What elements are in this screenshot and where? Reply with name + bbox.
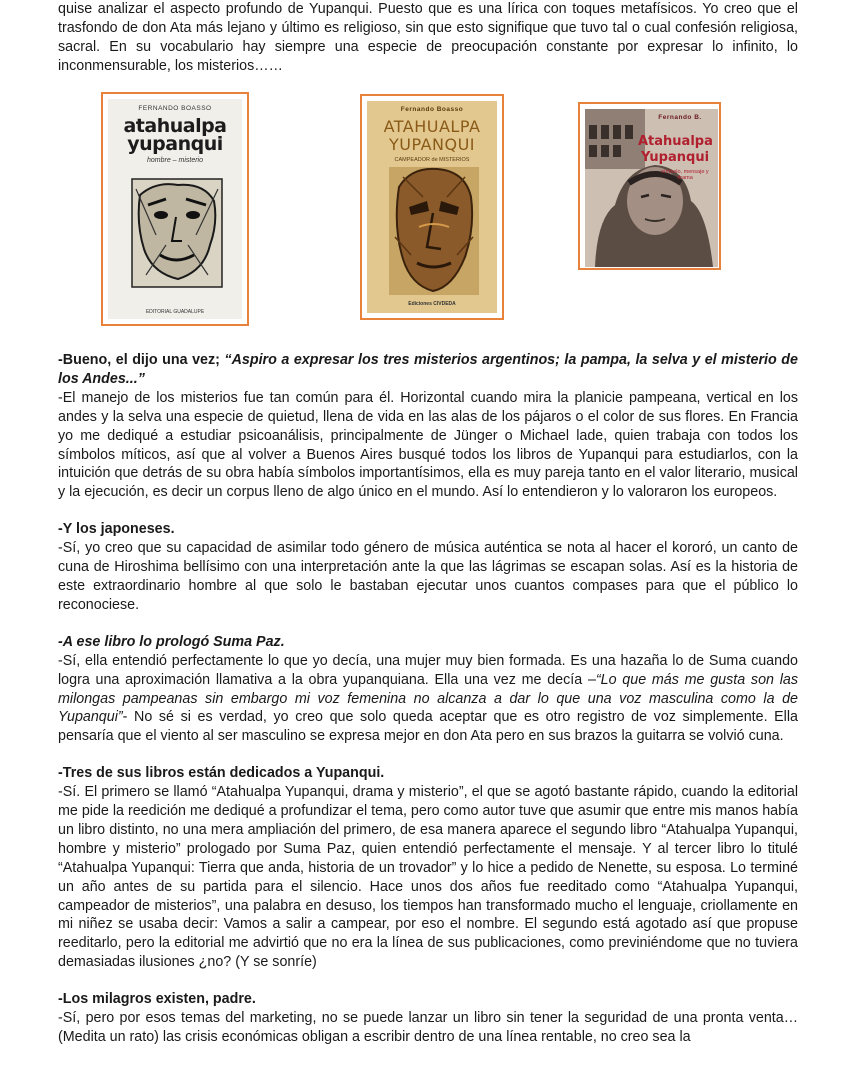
answer-quote: “Lo que más me gusta son las milongas pampeanas sin embargo mi voz femenina no alcanza a dar lo que una voz masculina como la de Yupanqui”	[58, 671, 798, 726]
interview-body	[58, 333, 798, 1047]
intro-text-block	[58, 0, 798, 76]
cover-title-line1: Atahualpa	[638, 134, 713, 149]
cover-subtitle: hombre – misterio	[146, 157, 204, 164]
question-misterios	[58, 351, 798, 389]
cover-subtitle: símbolo, mensaje y drama	[661, 169, 709, 181]
cover-title-line2: Yupanqui	[640, 150, 710, 165]
cover-publisher: Ediciones CIVDEDA	[408, 301, 456, 307]
book-cover-campeador-de-misterios	[360, 94, 504, 320]
question-quote: “Aspiro a expresar los tres misterios argentinos; la pampa, la selva y el misterio de los Andes...”	[58, 352, 798, 387]
intro-paragraph: quise analizar el aspecto profundo de Yupanqui. Puesto que es una lírica con toques metafísicos. Yo creo que el trasfondo de don Ata más lejano y último es religioso, sin que esto signifique que tuvo tal o cual confesión religiosa, sacral. En su vocabulario hay siempre una especie de preocupación constante por expresar lo infinito, lo inconmensurable, los misterios……	[58, 1, 798, 74]
book-covers-row	[0, 90, 851, 330]
answer-suma-paz	[58, 652, 798, 747]
answer-tres-libros: -Sí. El primero se llamó “Atahualpa Yupanqui, drama y misterio”, el que se agotó bastante rápido, cuando la editorial me pide la reedición me dediqué a profundizar el tema, pero como autor tuve que asumir que entre mis manos había un libro distinto, no una mera ampliación del primero, de esa manera aparece el segundo libro “Atahualpa Yupanqui, hombre y misterio” prologado por Suma Paz, quien entendió perfectamente el mensaje. Y al tercer libro lo titulé “Atahualpa Yupanqui: Tierra que anda, historia de un trovador” y lo hice a pedido de Nenette, su esposa. Lo terminé un año antes de su partida para el silencio. Hace unos dos años fue reeditado como “Atahualpa Yupanqui, campeador de misterios”, una palabra en desuso, los tiempos han transformado mucho el lenguaje, criollamente en mi niñez se usaba decir: Vamos a salir a campear, por eso el nombre. El segundo está agotado así que propuse reeditarlo, pero la editorial me advirtió que no era la línea de sus publicaciones, como previniéndome que no tuviera demasiadas ilusiones ¿no? (Y se sonríe)	[58, 784, 798, 971]
question-tres-libros: -Tres de sus libros están dedicados a Yupanqui.	[58, 765, 385, 782]
answer-japoneses: -Sí, yo creo que su capacidad de asimilar todo género de música auténtica se nota al hacer el kororó, un canto de cuna de Hiroshima bellísimo con una interpretación ante la que las lágrimas se escapan solas. Así es la historia de este extraordinario hombre al que solo le bastaban ejecutar unos cuantos compases para que el público lo reconociese.	[58, 540, 798, 613]
question-suma-paz: -A ese libro lo prologó Suma Paz.	[58, 633, 285, 650]
cover-title-line2: yupanqui	[127, 133, 223, 155]
answer-part-a: -Sí, ella entendió perfectamente lo que yo decía, una mujer muy bien formada. Es una hazaña lo de Suma cuando logra una aproximación llamativa a la obra yupanquiana. Ella una vez me decía –	[58, 652, 798, 688]
cover-title-line1: ATAHUALPA	[383, 117, 481, 136]
cover-illustration-face	[126, 175, 228, 293]
answer-part-b: - No sé si es verdad, yo creo que solo queda aceptar que es otro registro de voz simplemente. Ella pensaría que el viento al ser masculino se expresa mejor en don Ata pero en sus brazos la guitarra se volvió cuna.	[58, 709, 798, 745]
cover-subtitle: CAMPEADOR de MISTERIOS	[394, 157, 470, 163]
cover-title-line1: atahualpa	[123, 115, 227, 137]
cover-publisher: EDITORIAL GUADALUPE	[145, 309, 205, 315]
cover-title-line2: YUPANQUI	[388, 135, 476, 154]
question-japoneses: -Y los japoneses.	[58, 521, 175, 538]
answer-misterios: -El manejo de los misterios fue tan común para él. Horizontal cuando mira la planicie pampeana, vertical en los andes y la selva una especie de quietud, llena de vida en las alas de los pájaros o el color de sus flores. En Francia yo me dediqué a estudiar psicoanálisis, principalmente de Jünger o Michael lade, quien trabaja con todos los símbolos míticos, así que al volver a Buenos Aires busqué todos los libros de Yupanqui para estudiarlos, con la intuición que detrás de su obra había símbolos importantísimos, ella es muy pareja tanto en el valor literario, musical y la ejecución, es decir un corpus lleno de algo único en el mundo. Así lo entendieron y lo valoraron los europeos.	[58, 389, 798, 501]
question-milagros: -Los milagros existen, padre.	[58, 991, 256, 1008]
cover-illustration-portrait	[389, 167, 479, 295]
cover-photo-portrait	[585, 109, 718, 267]
cover-author: Fernando Boasso	[400, 106, 464, 113]
cover-author: Fernando B.	[658, 114, 702, 121]
book-cover-hombre-misterio	[101, 92, 249, 326]
answer-milagros: -Sí, pero por esos temas del marketing, no se puede lanzar un libro sin tener la seguridad de una pronta venta… (Medita un rato) las crisis económicas obligan a escribir dentro de una línea rentable, no creo sea la	[58, 1010, 798, 1045]
question-lead: -Bueno, el dijo una vez;	[58, 352, 225, 368]
book-cover-simbolo-mensaje-drama	[578, 102, 721, 270]
cover-author: FERNANDO BOASSO	[138, 105, 212, 112]
